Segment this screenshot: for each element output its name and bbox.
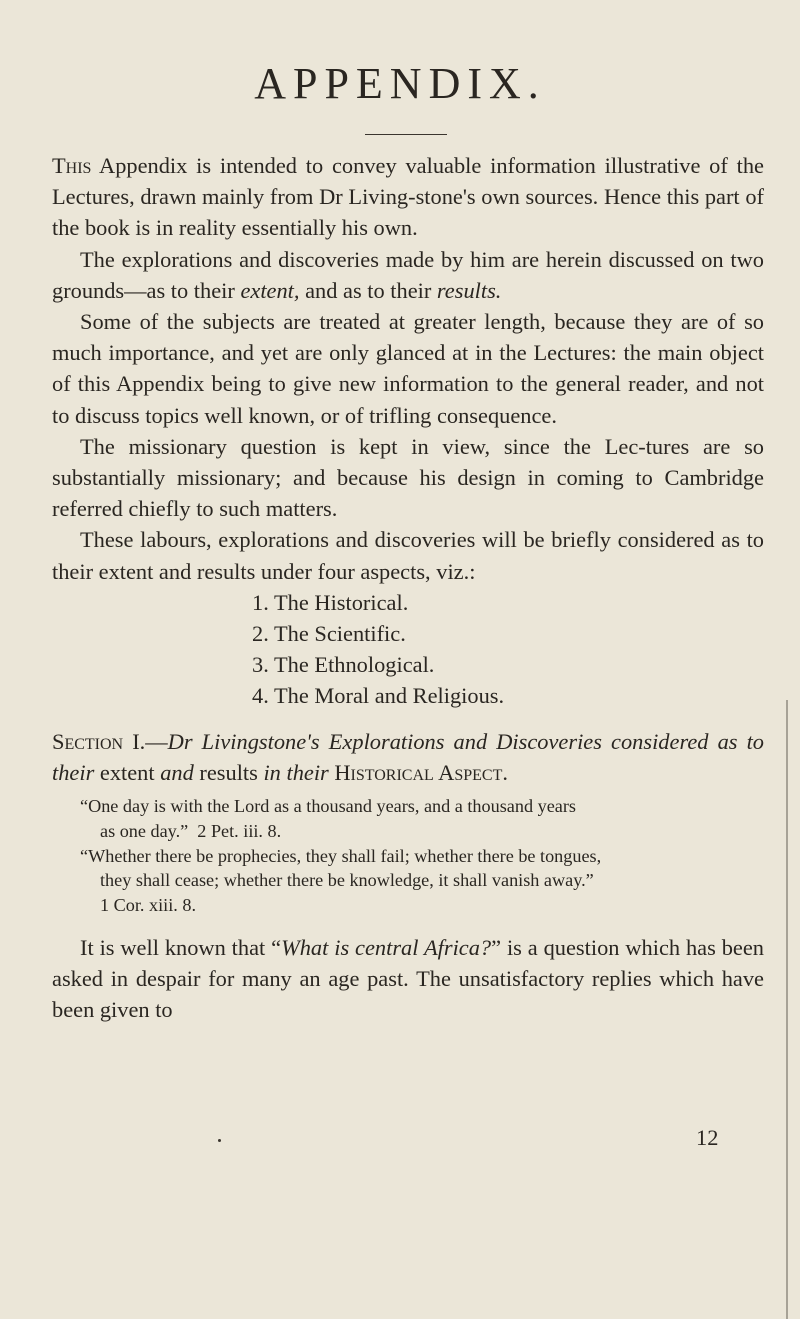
title-rule (365, 134, 447, 135)
section-t6: Historical Aspect. (328, 759, 508, 785)
section-t3: and (160, 759, 194, 785)
paragraph-intro (52, 150, 764, 244)
paragraph-missionary: The missionary question is kept in view, since the Lec-tures are so substantially missionary; and because his design in coming to Cambridge referred chiefly to such matters. (52, 433, 764, 522)
aspect-item: 3. The Ethnological. (252, 652, 435, 678)
p2-results: results. (436, 277, 502, 303)
page-number: 12 (696, 1125, 719, 1150)
p6-a: It is well known that “ (80, 935, 282, 961)
section-t1: Dr Livingstone's Explorations and Discoveries considered as to their (52, 728, 764, 785)
paragraph-intro-text: Appendix is intended to convey valuable information illustrative of the Lectures, drawn mainly from Dr Living-stone's own sources. Hence this part of the book is in reality essentially his own. (52, 153, 764, 241)
p2-c: and as to their (299, 277, 437, 303)
paragraph-central-africa (52, 932, 764, 1026)
aspect-item: 2. The Scientific. (252, 621, 406, 647)
p2-extent: extent, (240, 277, 300, 303)
p6-c: ” is a question which has been asked in despair for many an age past. The unsatisfactory replies which have been given to (52, 935, 764, 1023)
quote-line: “One day is with the Lord as a thousand years, and a thousand years (80, 796, 576, 817)
section-label: Section I. (52, 728, 146, 754)
paragraph-explorations (52, 244, 764, 306)
p6-question: What is central Africa? (281, 935, 492, 961)
page-title: APPENDIX. (254, 59, 546, 108)
epigraphs (52, 794, 764, 918)
section-dash: — (145, 728, 168, 754)
section-heading (52, 726, 764, 788)
p2-a: The explorations and discoveries made by him are herein discussed on two grounds—as to their (52, 246, 764, 303)
body-text (52, 150, 764, 1026)
section-t2: extent (94, 759, 161, 785)
signature-mark (218, 1139, 221, 1142)
quote-line: they shall cease; whether there be knowledge, it shall vanish away.” (100, 870, 594, 891)
paragraph-subjects: Some of the subjects are treated at greater length, because they are of so much importance, and yet are only glanced at in the Lectures: the main object of this Appendix being to give new information to the general reader, and not to discuss topics well known, or of trifling consequence. (52, 309, 764, 428)
aspect-item: 1. The Historical. (252, 589, 409, 615)
quote-line: “Whether there be prophecies, they shall fail; whether there be tongues, (80, 845, 602, 866)
lead-word: This (52, 153, 92, 178)
section-t5: in their (263, 759, 329, 785)
quote1-end: as one day.” (100, 820, 189, 841)
section-t4: results (193, 759, 264, 785)
aspect-list (52, 587, 764, 712)
paragraph-aspects: These labours, explorations and discoveries will be briefly considered as to their extent and results under four aspects, viz.: (52, 527, 764, 584)
binding-edge-line (786, 700, 788, 1319)
quote-line (80, 819, 764, 844)
quote2-ref: 1 Cor. xiii. 8. (100, 895, 196, 916)
quote1-ref: 2 Pet. iii. 8. (197, 820, 282, 841)
aspect-item: 4. The Moral and Religious. (252, 683, 505, 709)
